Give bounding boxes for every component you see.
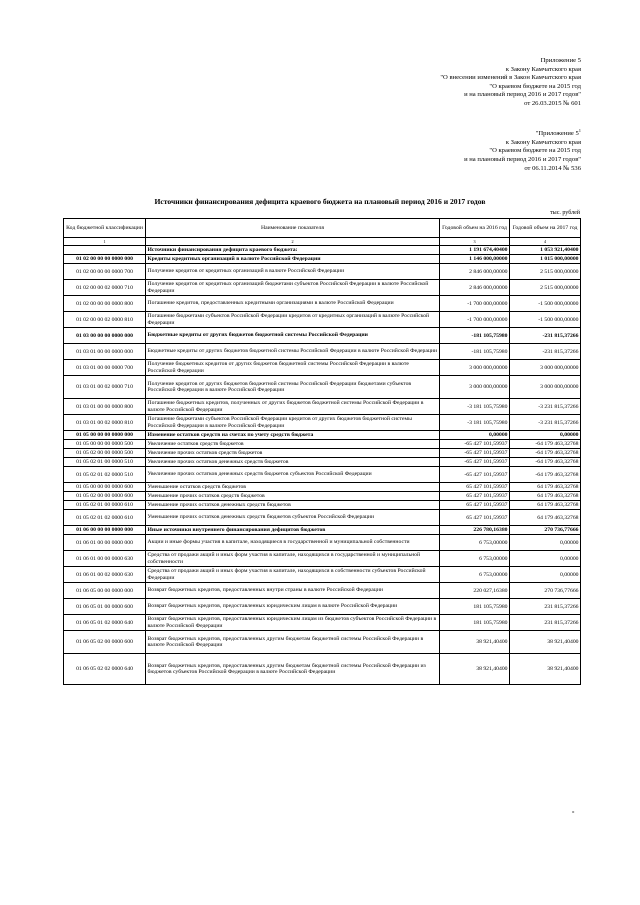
cell-name: Изменение остатков средств на счетах по учету средств бюджета bbox=[146, 431, 440, 440]
table-row bbox=[64, 431, 581, 440]
cell-code: 01 03 01 00 02 0000 710 bbox=[64, 376, 146, 399]
appendix-line: "О внесении изменений в Закон Камчатского края bbox=[440, 74, 581, 82]
table-row bbox=[64, 458, 581, 467]
table-row bbox=[64, 415, 581, 431]
cell-code: 01 06 01 00 00 0000 630 bbox=[64, 551, 146, 567]
table-row bbox=[64, 328, 581, 344]
cell-2016: 3 000 000,00000 bbox=[440, 376, 510, 399]
cell-code bbox=[64, 246, 146, 255]
cell-2017: 0,00000 bbox=[510, 567, 581, 583]
appendix-title-text: "Приложение 5 bbox=[535, 130, 579, 138]
cell-name: Уменьшение остатков средств бюджетов bbox=[146, 483, 440, 492]
cell-2016: -1 700 000,00000 bbox=[440, 312, 510, 328]
cell-name: Увеличение прочих остатков денежных средств бюджетов субъектов Российской Федерации bbox=[146, 467, 440, 483]
page-mark: » bbox=[572, 810, 575, 815]
cell-2016: -65 427 101,59937 bbox=[440, 449, 510, 458]
cell-2016: 181 105,75980 bbox=[440, 615, 510, 631]
cell-code: 01 03 01 00 02 0000 810 bbox=[64, 415, 146, 431]
cell-2017: 270 736,77666 bbox=[510, 583, 581, 599]
cell-code: 01 02 00 00 00 0000 000 bbox=[64, 255, 146, 264]
cell-code: 01 06 05 01 00 0000 600 bbox=[64, 599, 146, 615]
column-number: 1 bbox=[64, 238, 146, 246]
cell-name: Возврат бюджетных кредитов, предоставленных другим бюджетам бюджетной системы Российской Федерации в валюте Российской Федерации bbox=[146, 631, 440, 654]
cell-code: 01 05 02 00 00 0000 500 bbox=[64, 449, 146, 458]
cell-2016: 2 846 000,00000 bbox=[440, 280, 510, 296]
cell-name: Получение кредитов от других бюджетов бюджетной системы Российской Федерации бюджетами субъектов Российской Федерации в валюте Российской Федерации bbox=[146, 376, 440, 399]
cell-2017: 64 179 463,32768 bbox=[510, 492, 581, 501]
cell-2017: 2 515 000,00000 bbox=[510, 264, 581, 280]
cell-2017: 3 000 000,00000 bbox=[510, 360, 581, 376]
table-row bbox=[64, 631, 581, 654]
cell-2017: 231 815,37266 bbox=[510, 599, 581, 615]
cell-2016: 6 753,00000 bbox=[440, 535, 510, 551]
cell-code: 01 02 00 00 00 0000 800 bbox=[64, 296, 146, 312]
appendix-line: и на плановый период 2016 и 2017 годов" bbox=[464, 155, 581, 163]
column-number: 3 bbox=[440, 238, 510, 246]
cell-2017: 270 736,77666 bbox=[510, 526, 581, 535]
cell-name: Увеличение остатков средств бюджетов bbox=[146, 440, 440, 449]
appendix-line: от 06.11.2014 № 536 bbox=[524, 164, 581, 172]
cell-2016: 181 105,75980 bbox=[440, 599, 510, 615]
cell-code: 01 05 00 00 00 0000 500 bbox=[64, 440, 146, 449]
cell-2016: -1 700 000,00000 bbox=[440, 296, 510, 312]
table-body bbox=[64, 246, 581, 685]
table-row bbox=[64, 599, 581, 615]
cell-name: Получение бюджетных кредитов от других бюджетов бюджетной системы Российской Федерации в валюте Российской Федерации bbox=[146, 360, 440, 376]
cell-code: 01 02 00 00 00 0000 700 bbox=[64, 264, 146, 280]
table-row bbox=[64, 535, 581, 551]
cell-code: 01 05 02 01 00 0000 510 bbox=[64, 458, 146, 467]
table-row bbox=[64, 399, 581, 415]
cell-code: 01 06 05 02 00 0000 600 bbox=[64, 631, 146, 654]
appendix-current-header bbox=[440, 57, 581, 109]
cell-2017: -64 179 463,32768 bbox=[510, 458, 581, 467]
financing-sources-table bbox=[63, 218, 581, 685]
cell-2016: 1 191 674,40400 bbox=[440, 246, 510, 255]
appendix-line: и на плановый период 2016 и 2017 годов" bbox=[464, 91, 581, 99]
cell-code: 01 05 02 01 00 0000 610 bbox=[64, 501, 146, 510]
cell-name: Уменьшение прочих остатков средств бюджетов bbox=[146, 492, 440, 501]
cell-2017: -1 500 000,00000 bbox=[510, 296, 581, 312]
column-number: 2 bbox=[146, 238, 440, 246]
table-row bbox=[64, 312, 581, 328]
cell-code: 01 05 00 00 00 0000 000 bbox=[64, 431, 146, 440]
table-row bbox=[64, 360, 581, 376]
table-row bbox=[64, 440, 581, 449]
table-row bbox=[64, 510, 581, 526]
cell-2016: 6 753,00000 bbox=[440, 567, 510, 583]
cell-code: 01 05 00 00 00 0000 600 bbox=[64, 483, 146, 492]
cell-2017: 0,00000 bbox=[510, 551, 581, 567]
table-row bbox=[64, 654, 581, 685]
cell-code: 01 03 01 00 00 0000 800 bbox=[64, 399, 146, 415]
cell-2016: -65 427 101,59937 bbox=[440, 458, 510, 467]
table-row bbox=[64, 296, 581, 312]
appendix-original-header bbox=[464, 127, 581, 173]
appendix-line: "О краевом бюджете на 2015 год bbox=[489, 82, 581, 90]
cell-2017: -64 179 463,32768 bbox=[510, 440, 581, 449]
cell-2016: 1 146 000,00000 bbox=[440, 255, 510, 264]
table-row bbox=[64, 492, 581, 501]
cell-2017: 0,00000 bbox=[510, 535, 581, 551]
cell-2017: 1 015 000,00000 bbox=[510, 255, 581, 264]
table-row bbox=[64, 376, 581, 399]
cell-2016: 38 921,40400 bbox=[440, 631, 510, 654]
document-title: Источники финансирования дефицита краевого бюджета на плановый период 2016 и 2017 годов bbox=[154, 197, 486, 206]
table-row bbox=[64, 583, 581, 599]
cell-code: 01 06 01 00 02 0000 630 bbox=[64, 567, 146, 583]
appendix-line: от 26.03.2015 № 601 bbox=[524, 99, 581, 107]
cell-2016: 38 921,40400 bbox=[440, 654, 510, 685]
cell-name: Кредиты кредитных организаций в валюте Российской Федерации bbox=[146, 255, 440, 264]
cell-name: Погашение бюджетами субъектов Российской Федерации кредитов от кредитных организаций в валюте Российской Федерации bbox=[146, 312, 440, 328]
cell-name: Погашение бюджетных кредитов, полученных от других бюджетов бюджетной системы Российской Федерации в валюте Российской Федерации bbox=[146, 399, 440, 415]
appendix-line: к Закону Камчатского края bbox=[505, 65, 581, 73]
cell-2017: -231 815,37266 bbox=[510, 328, 581, 344]
cell-2016: 65 427 101,59937 bbox=[440, 510, 510, 526]
table-row bbox=[64, 483, 581, 492]
cell-2016: 226 780,16380 bbox=[440, 526, 510, 535]
cell-code: 01 06 05 02 02 0000 640 bbox=[64, 654, 146, 685]
cell-2016: -65 427 101,59937 bbox=[440, 440, 510, 449]
cell-code: 01 05 02 01 02 0000 510 bbox=[64, 467, 146, 483]
column-number: 4 bbox=[510, 238, 581, 246]
cell-code: 01 05 02 01 02 0000 610 bbox=[64, 510, 146, 526]
cell-2016: 0,00000 bbox=[440, 431, 510, 440]
cell-2016: 65 427 101,59937 bbox=[440, 483, 510, 492]
cell-code: 01 06 01 00 00 0000 000 bbox=[64, 535, 146, 551]
cell-name: Возврат бюджетных кредитов, предоставленных внутри страны в валюте Российской Федерации bbox=[146, 583, 440, 599]
cell-name: Бюджетные кредиты от других бюджетов бюджетной системы Российской Федерации в валюте Российской Федерации bbox=[146, 344, 440, 360]
appendix-title-sup: 1 bbox=[578, 128, 581, 133]
cell-2017: -1 500 000,00000 bbox=[510, 312, 581, 328]
cell-2017: 1 053 921,40400 bbox=[510, 246, 581, 255]
cell-2016: -3 181 105,75980 bbox=[440, 415, 510, 431]
table-row bbox=[64, 567, 581, 583]
cell-code: 01 03 01 00 00 0000 000 bbox=[64, 344, 146, 360]
table-row bbox=[64, 501, 581, 510]
cell-code: 01 02 00 00 02 0000 810 bbox=[64, 312, 146, 328]
appendix-title bbox=[464, 127, 581, 139]
table-row bbox=[64, 467, 581, 483]
table-row bbox=[64, 344, 581, 360]
cell-2017: 3 000 000,00000 bbox=[510, 376, 581, 399]
cell-name: Погашение кредитов, предоставленных кредитными организациями в валюте Российской Федерации bbox=[146, 296, 440, 312]
cell-2017: -64 179 463,32768 bbox=[510, 467, 581, 483]
table-row bbox=[64, 551, 581, 567]
cell-code: 01 06 00 00 00 0000 000 bbox=[64, 526, 146, 535]
table-header-row bbox=[64, 219, 581, 238]
header-code: Код бюджетной классификации bbox=[64, 219, 146, 238]
cell-name: Увеличение прочих остатков денежных средств бюджетов bbox=[146, 458, 440, 467]
cell-2017: 64 179 463,32768 bbox=[510, 483, 581, 492]
cell-code: 01 03 01 00 00 0000 700 bbox=[64, 360, 146, 376]
cell-2017: -3 231 815,37266 bbox=[510, 399, 581, 415]
cell-name: Средства от продажи акций и иных форм участия в капитале, находящихся в собственности субъектов Российской Федерации bbox=[146, 567, 440, 583]
table-row bbox=[64, 449, 581, 458]
table-row bbox=[64, 615, 581, 631]
cell-2016: 65 427 101,59937 bbox=[440, 501, 510, 510]
cell-2016: -181 105,75980 bbox=[440, 328, 510, 344]
cell-name: Средства от продажи акций и иных форм участия в капитале, находящихся в государственной и муниципальной собственности bbox=[146, 551, 440, 567]
cell-name: Возврат бюджетных кредитов, предоставленных юридическим лицам в валюте Российской Федерации bbox=[146, 599, 440, 615]
cell-2017: 0,00000 bbox=[510, 431, 581, 440]
cell-name: Источники финансирования дефицита краевого бюджета: bbox=[146, 246, 440, 255]
header-2016: Годовой объем на 2016 год bbox=[440, 219, 510, 238]
appendix-line: "О краевом бюджете на 2015 год bbox=[489, 147, 581, 155]
cell-2016: 65 427 101,59937 bbox=[440, 492, 510, 501]
cell-name: Увеличение прочих остатков средств бюджетов bbox=[146, 449, 440, 458]
cell-name: Получение кредитов от кредитных организаций в валюте Российской Федерации bbox=[146, 264, 440, 280]
cell-2017: -64 179 463,32768 bbox=[510, 449, 581, 458]
cell-code: 01 02 00 00 02 0000 710 bbox=[64, 280, 146, 296]
header-2017: Годовой объем на 2017 год bbox=[510, 219, 581, 238]
cell-2016: 2 846 000,00000 bbox=[440, 264, 510, 280]
table-row bbox=[64, 264, 581, 280]
cell-name: Уменьшение прочих остатков денежных средств бюджетов bbox=[146, 501, 440, 510]
cell-code: 01 06 05 01 02 0000 640 bbox=[64, 615, 146, 631]
cell-2017: 38 921,40400 bbox=[510, 654, 581, 685]
unit-note: тыс. рублей bbox=[550, 210, 580, 216]
cell-name: Акции и иные формы участия в капитале, находящиеся в государственной и муниципальной собственности bbox=[146, 535, 440, 551]
cell-name: Возврат бюджетных кредитов, предоставленных юридическим лицам из бюджетов субъектов Российской Федерации в валюте Российской Федерации bbox=[146, 615, 440, 631]
cell-2016: -3 181 105,75980 bbox=[440, 399, 510, 415]
cell-2016: 220 027,16380 bbox=[440, 583, 510, 599]
cell-2017: 64 179 463,32768 bbox=[510, 510, 581, 526]
cell-code: 01 05 02 00 00 0000 600 bbox=[64, 492, 146, 501]
column-number-row bbox=[64, 238, 581, 246]
cell-2016: 6 753,00000 bbox=[440, 551, 510, 567]
cell-2017: 2 515 000,00000 bbox=[510, 280, 581, 296]
cell-name: Бюджетные кредиты от других бюджетов бюджетной системы Российской Федерации bbox=[146, 328, 440, 344]
cell-name: Уменьшение прочих остатков денежных средств бюджетов субъектов Российской Федерации bbox=[146, 510, 440, 526]
cell-2017: 64 179 463,32768 bbox=[510, 501, 581, 510]
table-row bbox=[64, 246, 581, 255]
cell-name: Получение кредитов от кредитных организаций бюджетами субъектов Российской Федерации в валюте Российской Федерации bbox=[146, 280, 440, 296]
cell-2016: -65 427 101,59937 bbox=[440, 467, 510, 483]
cell-name: Иные источники внутреннего финансирования дефицитов бюджетов bbox=[146, 526, 440, 535]
cell-code: 01 03 00 00 00 0000 000 bbox=[64, 328, 146, 344]
cell-name: Возврат бюджетных кредитов, предоставленных другим бюджетам бюджетной системы Российской Федерации из бюджетов субъектов Российской Федерации в валюте Российской Федерации bbox=[146, 654, 440, 685]
cell-2017: -231 815,37266 bbox=[510, 344, 581, 360]
cell-2017: 231 815,37266 bbox=[510, 615, 581, 631]
header-name: Наименование показателя bbox=[146, 219, 440, 238]
table-row bbox=[64, 255, 581, 264]
cell-code: 01 06 05 00 00 0000 000 bbox=[64, 583, 146, 599]
cell-2017: -3 231 815,37266 bbox=[510, 415, 581, 431]
cell-2016: -181 105,75980 bbox=[440, 344, 510, 360]
cell-2017: 38 921,40400 bbox=[510, 631, 581, 654]
table-row bbox=[64, 280, 581, 296]
appendix-line: к Закону Камчатского края bbox=[505, 138, 581, 146]
cell-2016: 3 000 000,00000 bbox=[440, 360, 510, 376]
table-row bbox=[64, 526, 581, 535]
appendix-line: Приложение 5 bbox=[540, 57, 581, 64]
cell-name: Погашение бюджетами субъектов Российской Федерации кредитов от других бюджетов бюджетной системы Российской Федерации в валюте Российской Федерации bbox=[146, 415, 440, 431]
